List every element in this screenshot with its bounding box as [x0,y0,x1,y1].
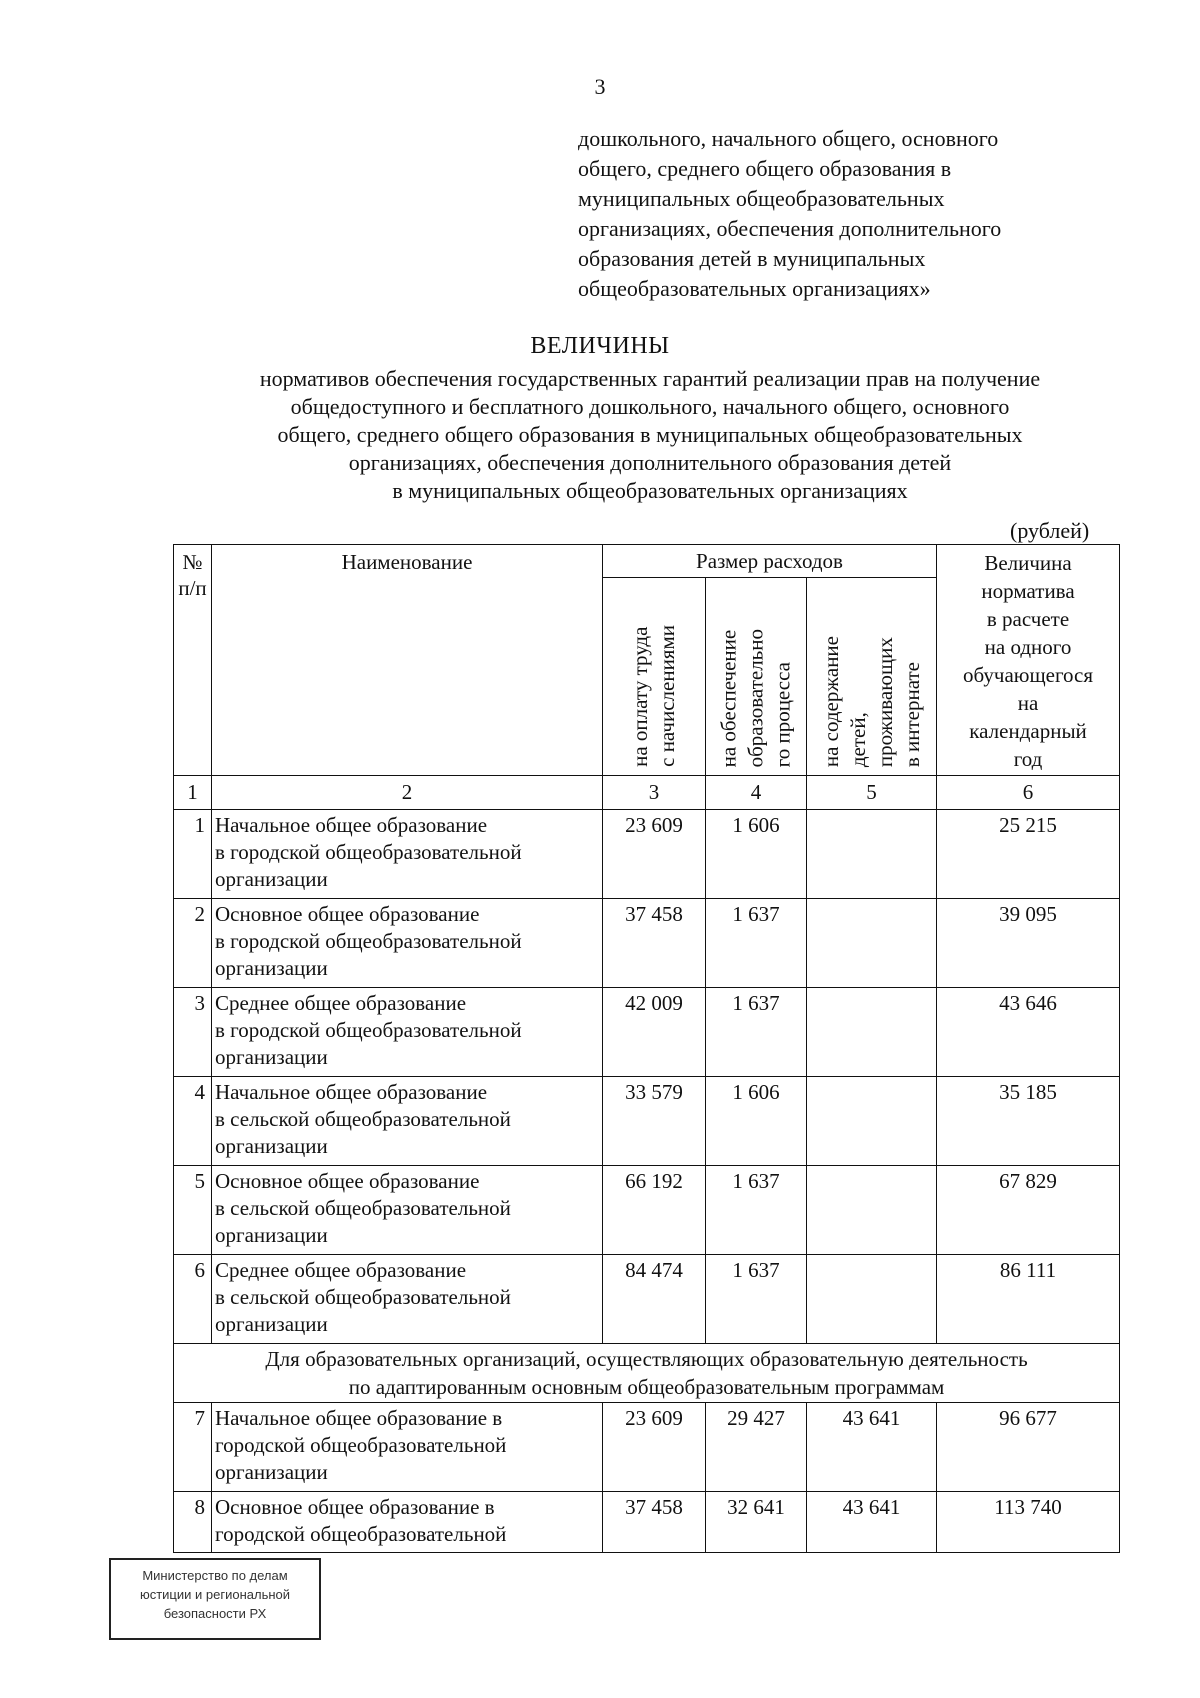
vertical-header-line: на оплату труда [628,626,652,767]
header-norm-line: на [1017,691,1039,715]
education-process-value: 32 641 [706,1492,807,1553]
labor-cost-value: 42 009 [603,988,706,1077]
header-norm-line: год [1013,747,1043,771]
header-norm-line: календарный [969,719,1087,743]
norms-table [173,544,1120,1553]
column-number: 4 [706,776,807,810]
table-row [174,899,1120,988]
row-number: 5 [174,1166,212,1255]
subtitle-line: нормативов обеспечения государственных гарантий реализации прав на получение [259,366,1041,391]
row-name-line: Среднее общее образование [215,991,467,1015]
column-number-row [174,776,1120,810]
stamp-line: юстиции и региональной [139,1587,291,1602]
norm-value: 67 829 [937,1166,1120,1255]
row-name-line: организации [215,1045,328,1069]
row-number: 2 [174,899,212,988]
stamp-line: безопасности РХ [163,1606,267,1621]
header-line: образования детей в муниципальных [578,246,926,271]
subtitle-line: общедоступного и бесплатного дошкольного, начального общего, основного [290,394,1010,419]
row-name-line: в городской общеобразовательной [215,1018,522,1042]
header-line: общеобразовательных организациях» [578,276,931,301]
norm-value: 113 740 [937,1492,1120,1553]
row-name-line: городской общеобразовательной [215,1433,507,1457]
row-name-line: организации [215,1134,328,1158]
row-name [212,1166,603,1255]
labor-cost-value: 37 458 [603,1492,706,1553]
row-name [212,1077,603,1166]
vertical-header-line: проживающих [872,636,897,767]
header-line: организациях, обеспечения дополнительного [578,216,1002,241]
column-number: 6 [937,776,1120,810]
vertical-header-line: с начислениями [655,625,679,767]
header-num-abbr: п/п [178,576,207,600]
boarding-value [807,1255,937,1344]
header-education-process [706,578,807,776]
row-name-line: организации [215,956,328,980]
section-heading-row [174,1344,1120,1403]
labor-cost-value: 33 579 [603,1077,706,1166]
education-process-value: 1 606 [706,810,807,899]
boarding-value: 43 641 [807,1492,937,1553]
row-name-line: в городской общеобразовательной [215,929,522,953]
labor-cost-value: 66 192 [603,1166,706,1255]
row-name-line: организации [215,1312,328,1336]
document-subtitle [130,365,1170,505]
row-number: 8 [174,1492,212,1553]
header-num-symbol: № [182,550,203,574]
row-name-line: в городской общеобразовательной [215,840,522,864]
vertical-header-line: детей, [845,712,870,767]
header-boarding-maintenance [807,578,937,776]
education-process-value: 1 637 [706,1166,807,1255]
table-row [174,1255,1120,1344]
section-heading-line: по адаптированным основным общеобразовательным программам [348,1375,945,1399]
row-name-line: Начальное общее образование в [215,1406,503,1430]
header-norm-line: обучающегося [963,663,1094,687]
row-name [212,1492,603,1553]
row-number: 3 [174,988,212,1077]
table-header-row [174,545,1120,578]
header-line: муниципальных общеобразовательных [578,186,945,211]
row-name [212,899,603,988]
header-norm-line: в расчете [986,607,1070,631]
row-name [212,1403,603,1492]
table-row [174,1492,1120,1553]
column-number: 1 [174,776,212,810]
vertical-header-line: на содержание [818,635,843,767]
row-number: 7 [174,1403,212,1492]
table-row [174,1077,1120,1166]
education-process-value: 1 637 [706,988,807,1077]
row-name-line: в сельской общеобразовательной [215,1196,511,1220]
labor-cost-value: 23 609 [603,810,706,899]
education-process-value: 1 637 [706,899,807,988]
column-number: 2 [212,776,603,810]
row-name-line: в сельской общеобразовательной [215,1285,511,1309]
norm-value: 35 185 [937,1077,1120,1166]
section-heading-line: Для образовательных организаций, осуществляющих образовательную деятельность [265,1347,1028,1371]
row-name-line: Основное общее образование в [215,1495,495,1519]
boarding-value [807,810,937,899]
education-process-value: 29 427 [706,1403,807,1492]
education-process-value: 1 606 [706,1077,807,1166]
table-row [174,1166,1120,1255]
header-num [174,545,212,776]
row-name-line: Начальное общее образование [215,813,488,837]
vertical-header-line: на обеспечение [716,629,741,767]
vertical-header-line: в интернате [899,661,924,767]
row-name-line: в сельской общеобразовательной [215,1107,511,1131]
row-number: 6 [174,1255,212,1344]
norm-value: 96 677 [937,1403,1120,1492]
approval-header [578,124,1118,304]
norm-value: 86 111 [937,1255,1120,1344]
boarding-value [807,1077,937,1166]
row-name-line: городской общеобразовательной [215,1522,507,1546]
units-label: (рублей) [1010,518,1090,543]
boarding-value [807,988,937,1077]
row-name-line: Основное общее образование [215,1169,480,1193]
table-row [174,988,1120,1077]
document-title: ВЕЛИЧИНЫ [530,333,670,359]
header-norm-line: на одного [984,635,1072,659]
header-line: дошкольного, начального общего, основного [578,126,999,151]
subtitle-line: в муниципальных общеобразовательных организациях [392,478,908,503]
row-name-line: организации [215,1223,328,1247]
subtitle-line: организациях, обеспечения дополнительного образования детей [348,450,952,475]
row-name-line: Начальное общее образование [215,1080,488,1104]
labor-cost-value: 37 458 [603,899,706,988]
subtitle-line: общего, среднего общего образования в муниципальных общеобразовательных [277,422,1023,447]
boarding-value [807,1166,937,1255]
vertical-header-line: образовательно [743,628,768,767]
header-norm-line: Величина [984,551,1072,575]
labor-cost-value: 84 474 [603,1255,706,1344]
header-norm [937,545,1120,776]
norm-value: 43 646 [937,988,1120,1077]
column-number: 3 [603,776,706,810]
header-expenses-group: Размер расходов [603,545,937,578]
education-process-value: 1 637 [706,1255,807,1344]
header-name: Наименование [212,545,603,776]
row-name-line: организации [215,1460,328,1484]
row-name [212,810,603,899]
vertical-header-line: го процесса [770,661,795,767]
boarding-value: 43 641 [807,1403,937,1492]
stamp-line: Министерство по делам [142,1568,288,1583]
page-number: 3 [594,74,606,99]
row-name-line: организации [215,867,328,891]
row-number: 1 [174,810,212,899]
row-name-line: Основное общее образование [215,902,480,926]
labor-cost-value: 23 609 [603,1403,706,1492]
row-name [212,988,603,1077]
row-name-line: Среднее общее образование [215,1258,467,1282]
header-labor-costs [603,578,706,776]
row-number: 4 [174,1077,212,1166]
row-name [212,1255,603,1344]
section-heading [174,1344,1120,1403]
table-row [174,810,1120,899]
header-line: общего, среднего общего образования в [578,156,952,181]
norm-value: 39 095 [937,899,1120,988]
norm-value: 25 215 [937,810,1120,899]
table-row [174,1403,1120,1492]
column-number: 5 [807,776,937,810]
header-norm-line: норматива [981,579,1075,603]
ministry-stamp [109,1558,321,1640]
boarding-value [807,899,937,988]
